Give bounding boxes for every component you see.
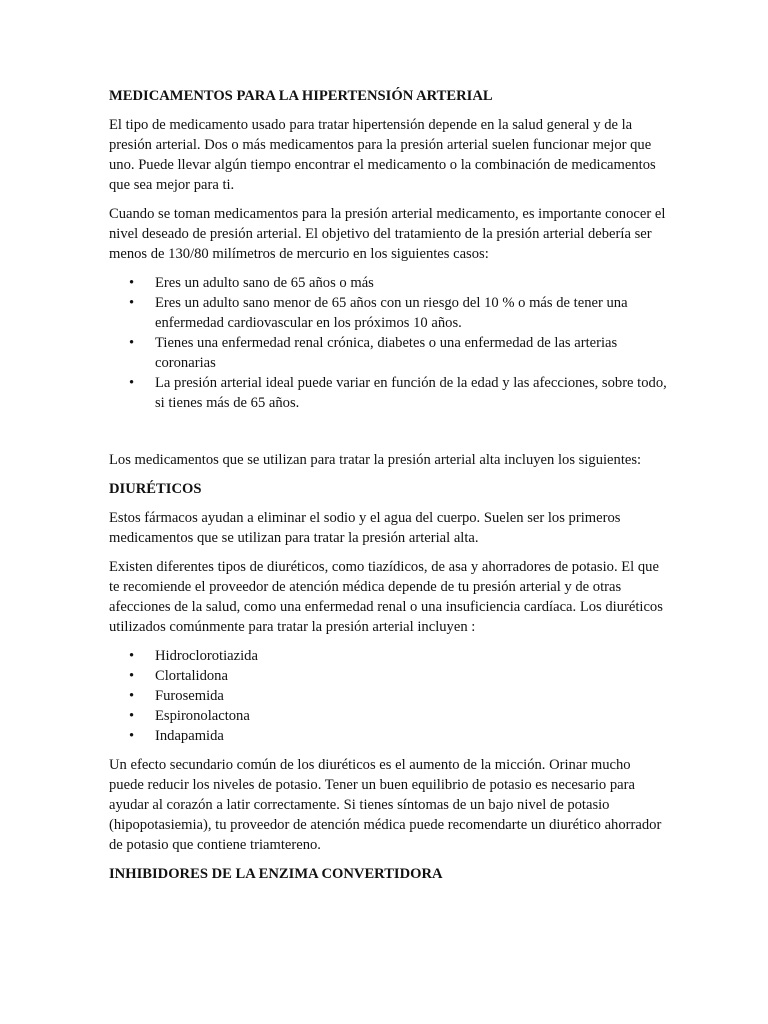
diuretics-paragraph-2: Existen diferentes tipos de diuréticos, como tiazídicos, de asa y ahorradores de potasio. El que te recomiende el proveedor de atención médica depende de tu presión arterial y de otras afecciones de la salud, como una enfermedad renal o una insuficiencia cardíaca. Los diuréticos utilizados comúnmente para tratar la presión arterial incluyen : xyxy=(109,559,663,635)
bullet-icon: • xyxy=(129,688,135,704)
document-page xyxy=(109,86,669,893)
medications-intro: Los medicamentos que se utilizan para tratar la presión arterial alta incluyen los siguientes: xyxy=(109,452,642,468)
list-item-text: Furosemida xyxy=(155,688,224,704)
bullet-icon: • xyxy=(129,708,135,724)
list-item xyxy=(109,293,669,333)
bullet-icon: • xyxy=(129,275,135,291)
list-item xyxy=(109,686,669,706)
list-item-text: Tienes una enfermedad renal crónica, diabetes o una enfermedad de las arterias coronarias xyxy=(155,335,618,371)
bullet-icon: • xyxy=(129,648,135,664)
diuretics-list xyxy=(109,646,669,746)
list-item xyxy=(109,666,669,686)
list-item xyxy=(109,706,669,726)
list-item xyxy=(109,273,669,293)
bullet-icon: • xyxy=(129,335,135,351)
intro-paragraph-1: El tipo de medicamento usado para tratar hipertensión depende en la salud general y de la presión arterial. Dos o más medicamentos para la presión arterial suelen funcionar mejor que uno. Puede llevar algún tiempo encontrar el medicamento o la combinación de medicamentos que sea mejor para ti. xyxy=(109,117,656,193)
diuretics-paragraph-1: Estos fármacos ayudan a eliminar el sodio y el agua del cuerpo. Suelen ser los primeros medicamentos que se utilizan para tratar la presión arterial alta. xyxy=(109,510,621,546)
list-item xyxy=(109,373,669,413)
list-item-text: Hidroclorotiazida xyxy=(155,648,258,664)
intro-paragraph-2: Cuando se toman medicamentos para la presión arterial medicamento, es importante conocer el nivel deseado de presión arterial. El objetivo del tratamiento de la presión arterial debería ser menos de 130/80 milímetros de mercurio en los siguientes casos: xyxy=(109,206,666,262)
document-title: MEDICAMENTOS PARA LA HIPERTENSIÓN ARTERIAL xyxy=(109,88,493,104)
section-heading-diuretics: DIURÉTICOS xyxy=(109,481,202,497)
list-item xyxy=(109,646,669,666)
list-item-text: Espironolactona xyxy=(155,708,250,724)
bullet-icon: • xyxy=(129,295,135,311)
diuretics-paragraph-3: Un efecto secundario común de los diuréticos es el aumento de la micción. Orinar mucho puede reducir los niveles de potasio. Tener un buen equilibrio de potasio es necesario para ayudar al corazón a latir correctamente. Si tienes síntomas de un bajo nivel de potasio (hipopotasiemia), tu proveedor de atención médica puede recomendarte un diurético ahorrador de potasio que contiene triamtereno. xyxy=(109,757,662,853)
list-item xyxy=(109,333,669,373)
bullet-icon: • xyxy=(129,375,135,391)
list-item-text: La presión arterial ideal puede variar en función de la edad y las afecciones, sobre todo, si tienes más de 65 años. xyxy=(155,375,667,411)
target-cases-list xyxy=(109,273,669,413)
section-heading-ace-inhibitors: INHIBIDORES DE LA ENZIMA CONVERTIDORA xyxy=(109,866,443,882)
list-item-text: Eres un adulto sano menor de 65 años con un riesgo del 10 % o más de tener una enfermedad cardiovascular en los próximos 10 años. xyxy=(155,295,628,331)
bullet-icon: • xyxy=(129,728,135,744)
list-item-text: Eres un adulto sano de 65 años o más xyxy=(155,275,374,291)
list-item xyxy=(109,726,669,746)
list-item-text: Indapamida xyxy=(155,728,224,744)
bullet-icon: • xyxy=(129,668,135,684)
list-item-text: Clortalidona xyxy=(155,668,228,684)
blank-line xyxy=(109,422,669,450)
